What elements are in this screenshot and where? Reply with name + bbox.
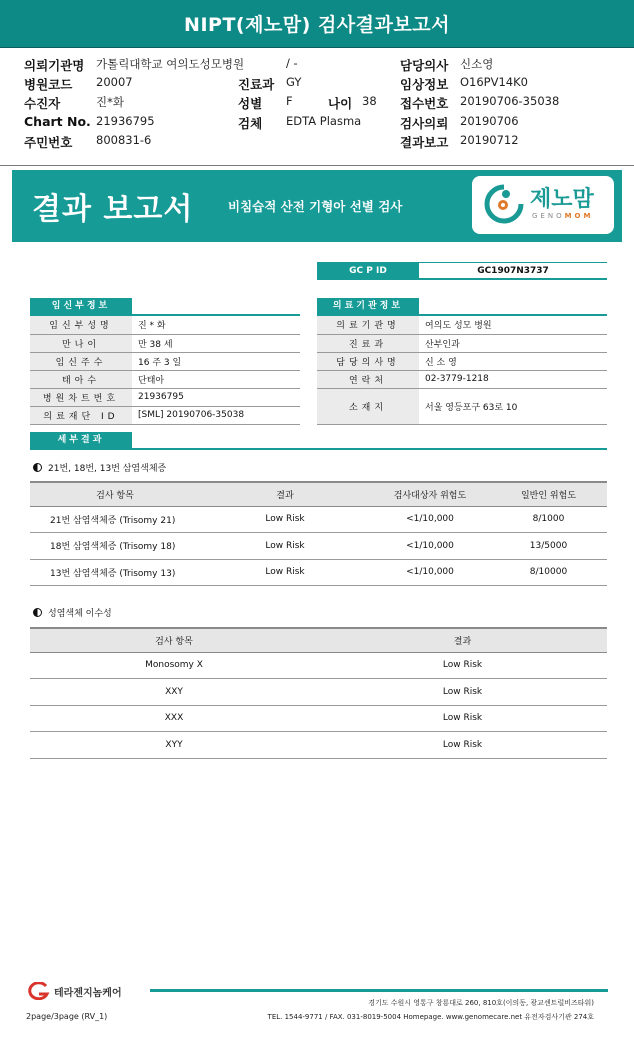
- header-value: 21936795: [96, 114, 155, 128]
- header-row: [0, 94, 634, 112]
- detail-results-tab: 세부결과: [30, 432, 132, 448]
- footer-divider: [150, 989, 608, 992]
- info-row: [30, 316, 300, 334]
- header-row: [0, 56, 634, 74]
- column-header: 검사 항목: [30, 628, 318, 652]
- info-value: 서울 영등포구 63로 10: [419, 388, 607, 424]
- info-row: [317, 388, 607, 424]
- header-value: 38: [362, 94, 377, 108]
- company-contact: TEL. 1544-9771 / FAX. 031-8019-5004 Homepage. www.genomecare.net 유전자검사기관 274호: [267, 1013, 594, 1021]
- terragen-logo: [26, 982, 166, 1002]
- column-header: 결과: [318, 628, 607, 652]
- header-label: 결과보고: [400, 135, 449, 150]
- info-row: [30, 388, 300, 406]
- half-circle-icon: [33, 608, 42, 617]
- table-cell: <1/10,000: [370, 559, 490, 586]
- table-row: [30, 506, 607, 533]
- logo-subtext: [532, 212, 593, 220]
- header-label: 성별: [238, 96, 263, 111]
- table-cell: Low Risk: [318, 652, 607, 679]
- table-cell: Low Risk: [200, 559, 370, 586]
- genomom-logo-icon: [484, 184, 524, 224]
- header-value: O16PV14K0: [460, 75, 528, 89]
- header-row: [0, 133, 634, 151]
- report-title: NIPT(제노맘) 검사결과보고서: [0, 0, 634, 48]
- logo-subtext-b: MOM: [564, 212, 594, 220]
- column-header: 검사대상자 위험도: [370, 482, 490, 506]
- table-cell: Low Risk: [318, 679, 607, 706]
- header-label: 수진자: [24, 96, 61, 111]
- table-cell: 21번 삼염색체증 (Trisomy 21): [30, 506, 200, 533]
- gcp-id-label: GC P ID: [317, 262, 419, 280]
- header-value: 신소영: [460, 57, 494, 71]
- info-value: 02-3779-1218: [419, 370, 607, 388]
- header-row: [0, 75, 634, 93]
- header-label: 의뢰기관명: [24, 58, 85, 73]
- header-value: 20190706: [460, 114, 519, 128]
- header-value: 진*화: [96, 95, 124, 109]
- header-value: 가톨릭대학교 여의도성모병원: [96, 57, 245, 71]
- info-key: 진료과: [317, 334, 419, 352]
- table-cell: 8/10000: [490, 559, 607, 586]
- info-key: 소재지: [317, 388, 419, 424]
- info-value: 신 소 영: [419, 352, 607, 370]
- sex-chromosome-heading: [33, 606, 112, 619]
- info-key: 병원차트번호: [30, 388, 132, 406]
- info-value: 단태아: [132, 370, 300, 388]
- info-key: 의료기관명: [317, 316, 419, 334]
- info-value: 16 주 3 일: [132, 352, 300, 370]
- page-number: 2page/3page (RV_1): [26, 1012, 108, 1021]
- table-cell: Monosomy X: [30, 652, 318, 679]
- hospital-info-tab: 의료기관정보: [317, 298, 419, 314]
- column-header: 결과: [200, 482, 370, 506]
- company-name: 테라젠지놈케어: [54, 988, 122, 999]
- report-banner: [12, 170, 622, 242]
- patient-info-table: [30, 316, 300, 425]
- table-cell: XXX: [30, 705, 318, 732]
- header-label: 나이: [328, 96, 353, 111]
- table-row: [30, 533, 607, 560]
- half-circle-icon: [33, 463, 42, 472]
- banner-subtitle: 비침습적 산전 기형아 선별 검사: [228, 199, 403, 214]
- info-row: [30, 334, 300, 352]
- info-key: 담당의사명: [317, 352, 419, 370]
- table-cell: <1/10,000: [370, 506, 490, 533]
- table-cell: 13번 삼염색체증 (Trisomy 13): [30, 559, 200, 586]
- header-info: [0, 48, 634, 166]
- table-cell: 8/1000: [490, 506, 607, 533]
- table-cell: <1/10,000: [370, 533, 490, 560]
- info-row: [30, 352, 300, 370]
- table-header-row: [30, 628, 607, 652]
- header-label: 접수번호: [400, 96, 449, 111]
- section-divider: [30, 448, 607, 450]
- table-cell: Low Risk: [318, 732, 607, 759]
- info-value: 진 * 화: [132, 316, 300, 334]
- info-row: [317, 352, 607, 370]
- table-cell: Low Risk: [200, 533, 370, 560]
- trisomy-heading-text: 21번, 18번, 13번 삼염색체증: [48, 464, 167, 474]
- patient-info-tab: 임신부정보: [30, 298, 132, 314]
- header-value: 20190706-35038: [460, 94, 560, 108]
- info-key: 임신부성명: [30, 316, 132, 334]
- info-value: 21936795: [132, 388, 300, 406]
- logo-subtext-a: GENO: [532, 212, 565, 220]
- header-value: GY: [286, 75, 302, 89]
- table-cell: XYY: [30, 732, 318, 759]
- info-row: [30, 370, 300, 388]
- info-key: 태아수: [30, 370, 132, 388]
- table-cell: XXY: [30, 679, 318, 706]
- table-cell: Low Risk: [200, 506, 370, 533]
- trisomy-table: [30, 481, 607, 586]
- info-value: 여의도 성모 병원: [419, 316, 607, 334]
- hospital-info-table: [317, 316, 607, 425]
- header-label: 병원코드: [24, 77, 73, 92]
- trisomy-heading: [33, 461, 166, 474]
- info-value: [SML] 20190706-35038: [132, 406, 300, 424]
- logo-text: 제노맘: [530, 187, 594, 212]
- banner-title: 결과 보고서: [32, 192, 194, 227]
- info-row: [317, 370, 607, 388]
- table-row: [30, 679, 607, 706]
- header-value: 800831-6: [96, 133, 152, 147]
- table-row: [30, 732, 607, 759]
- table-cell: Low Risk: [318, 705, 607, 732]
- header-label: 담당의사: [400, 58, 449, 73]
- info-key: 의료재단 ID: [30, 406, 132, 424]
- header-value: F: [286, 94, 293, 108]
- header-label: Chart No.: [24, 114, 91, 129]
- info-value: 만 38 세: [132, 334, 300, 352]
- info-key: 임신주수: [30, 352, 132, 370]
- table-row: [30, 705, 607, 732]
- header-label: 주민번호: [24, 135, 73, 150]
- info-value: 산부인과: [419, 334, 607, 352]
- header-label: 검체: [238, 116, 263, 131]
- info-row: [30, 406, 300, 424]
- sex-chromosome-table: [30, 627, 607, 759]
- table-row: [30, 652, 607, 679]
- header-value: 20190712: [460, 133, 519, 147]
- header-label: 검사의뢰: [400, 116, 449, 131]
- company-address: 경기도 수원시 영통구 창룡대로 260, 810호(이의동, 광교센트럴비즈타워): [368, 999, 594, 1007]
- genomom-logo: [472, 176, 614, 234]
- terragen-logo-icon: [26, 982, 50, 1000]
- table-cell: 18번 삼염색체증 (Trisomy 18): [30, 533, 200, 560]
- column-header: 일반인 위험도: [490, 482, 607, 506]
- table-row: [30, 559, 607, 586]
- info-key: 연락처: [317, 370, 419, 388]
- header-value: 20007: [96, 75, 133, 89]
- info-key: 만나이: [30, 334, 132, 352]
- column-header: 검사 항목: [30, 482, 200, 506]
- header-value: / -: [286, 56, 298, 70]
- table-cell: 13/5000: [490, 533, 607, 560]
- header-value: EDTA Plasma: [286, 114, 362, 128]
- gcp-id-value: GC1907N3737: [419, 262, 607, 280]
- header-row: [0, 114, 634, 132]
- header-label: 임상정보: [400, 77, 449, 92]
- sex-chromosome-heading-text: 성염색체 이수성: [48, 609, 112, 619]
- header-label: 진료과: [238, 77, 275, 92]
- info-row: [317, 316, 607, 334]
- table-header-row: [30, 482, 607, 506]
- info-row: [317, 334, 607, 352]
